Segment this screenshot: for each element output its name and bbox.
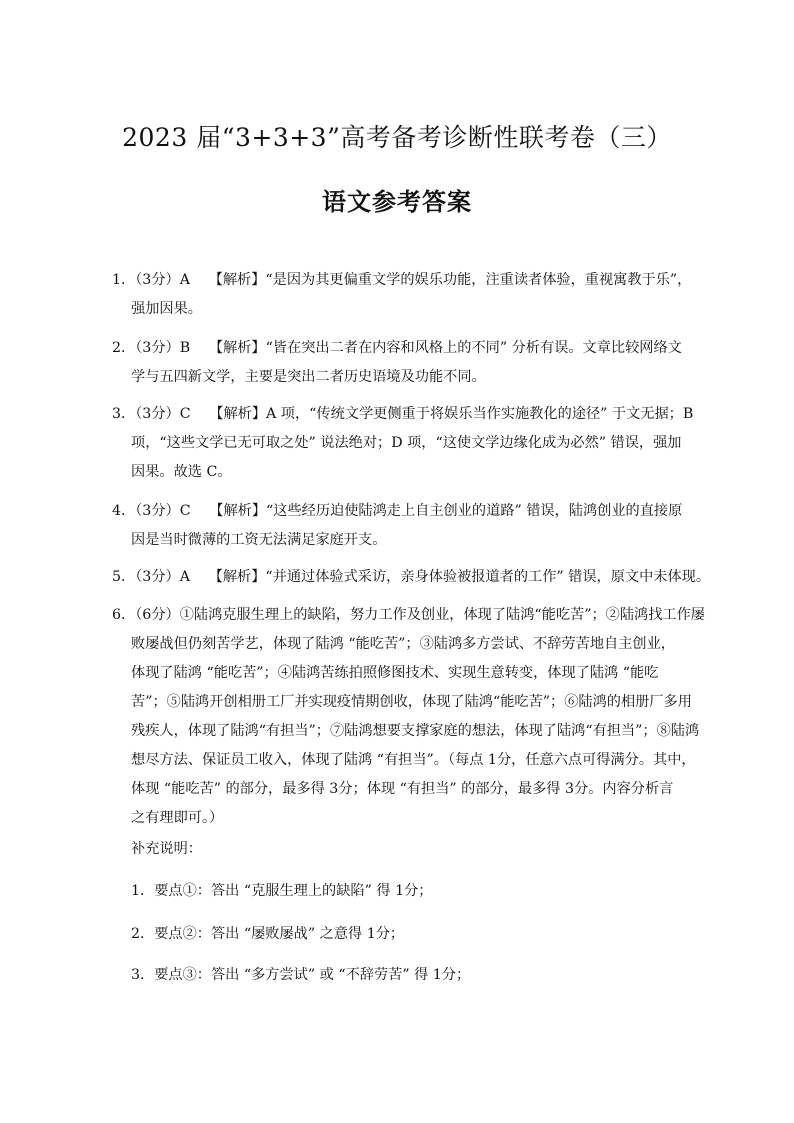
answer-item-3 bbox=[112, 400, 694, 487]
supplement-item-2: 2．要点②：答出 “屡败屡战” 之意得 1分； bbox=[131, 926, 405, 942]
answer-1-line-2: 强加因果。 bbox=[131, 301, 202, 317]
answer-2-line-1: 2．（3分）B 【解析】“皆在突出二者在内容和风格上的不同” 分析有误。文章比较网络文 bbox=[112, 340, 682, 356]
document-title: 2023 届“3+3+3”高考备考诊断性联考卷（三） bbox=[122, 123, 672, 152]
answer-2-line-2: 学与五四新文学，主要是突出二者历史语境及功能不同。 bbox=[131, 369, 486, 385]
answer-3-line-2: 项，“这些文学已无可取之处” 说法绝对；D 项，“这使文学边缘化成为必然” 错误，强加 bbox=[131, 435, 682, 451]
answer-3-line-3: 因果。故选 C。 bbox=[131, 464, 232, 480]
answer-4-line-1: 4．（3分）C 【解析】“这些经历迫使陆鸿走上自主创业的道路” 错误，陆鸿创业的直接原 bbox=[112, 503, 683, 519]
supplement-item-1: 1．要点①：答出 “克服生理上的缺陷” 得 1分； bbox=[131, 883, 433, 899]
answer-6-line-3: 体现了陆鸿 “能吃苦”；④陆鸿苦练拍照修图技术、实现生意转变，体现了陆鸿 “能吃 bbox=[131, 665, 659, 681]
answer-6-line-7: 体现 “能吃苦” 的部分，最多得 3分；体现 “有担当” 的部分，最多得 3分。内容分析言 bbox=[131, 781, 674, 797]
answer-4-line-2: 因是当时微薄的工资无法满足家庭开支。 bbox=[131, 532, 387, 548]
document-subtitle: 语文参考答案 bbox=[322, 188, 472, 216]
answer-5-line-1: 5．（3分）A 【解析】“并通过体验式采访，亲身体验被报道者的工作” 错误，原文中未体现。 bbox=[112, 569, 711, 585]
supplement-heading: 补充说明： bbox=[131, 841, 202, 857]
answer-6-line-1: 6．（6分）①陆鸿克服生理上的缺陷，努力工作及创业，体现了陆鸿“能吃苦”；②陆鸿找工作屡 bbox=[112, 607, 705, 623]
answer-item-2 bbox=[112, 334, 690, 392]
answer-1-line-1: 1．（3分）A 【解析】“是因为其更偏重文学的娱乐功能，注重读者体验，重视寓教于乐”， bbox=[112, 272, 692, 288]
answer-6-line-2: 败屡战但仍刻苦学艺，体现了陆鸿 “能吃苦”；③陆鸿多方尝试、不辞劳苦地自主创业， bbox=[131, 636, 675, 652]
answer-3-line-1: 3．（3分）C 【解析】A 项，“传统文学更侧重于将娱乐当作实施教化的途径” 于文无据；B bbox=[112, 406, 694, 422]
answer-6-line-4: 苦”；⑤陆鸿开创相册工厂并实现疫情期创收，体现了陆鸿“能吃苦”；⑥陆鸿的相册厂多用 bbox=[131, 694, 692, 710]
answer-6-line-5: 残疾人，体现了陆鸿“有担当”；⑦陆鸿想要支撑家庭的想法，体现了陆鸿“有担当”；⑧陆鸿 bbox=[131, 723, 700, 739]
answer-item-1 bbox=[112, 266, 690, 324]
supplement-item-3: 3．要点③：答出 “多方尝试” 或 “不辞劳苦” 得 1分； bbox=[131, 967, 471, 983]
answer-item-6 bbox=[112, 601, 705, 833]
answer-item-5 bbox=[112, 563, 711, 592]
answer-6-line-6: 想尽方法、保证员工收入，体现了陆鸿 “有担当”。（每点 1分，任意六点可得满分。其中， bbox=[131, 752, 696, 768]
answer-item-4 bbox=[112, 497, 690, 555]
answer-6-line-8: 之有理即可。） bbox=[131, 810, 224, 826]
